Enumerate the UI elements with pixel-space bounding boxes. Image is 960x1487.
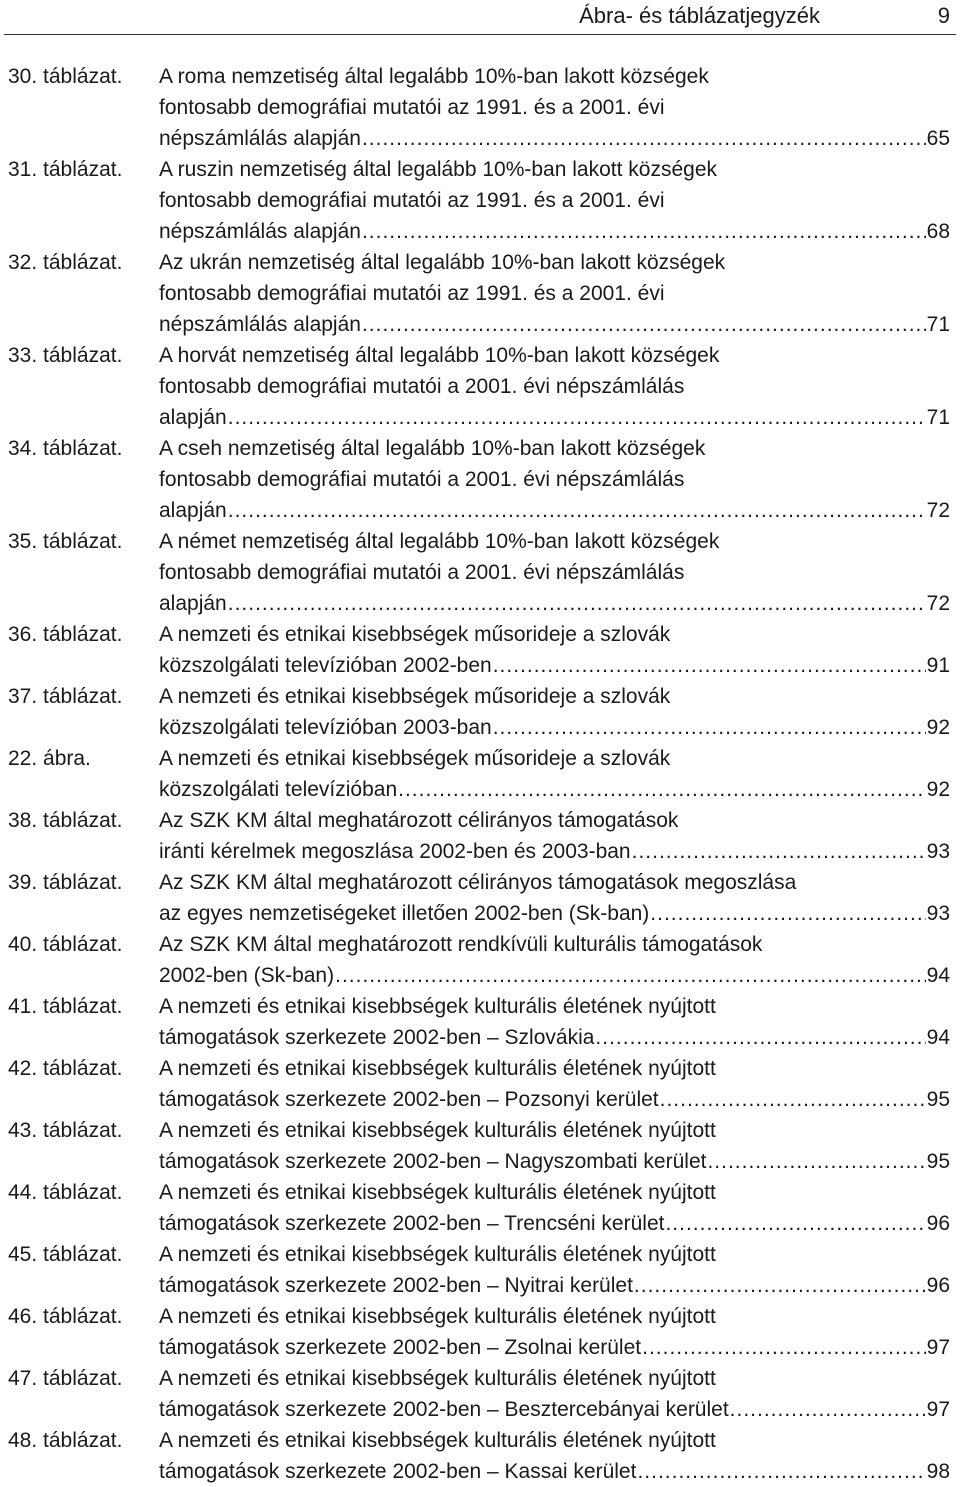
toc-entry[interactable] (0, 433, 960, 526)
entry-caption (159, 247, 950, 340)
entry-page-number[interactable]: 72 (926, 499, 950, 522)
caption-line: 2002-ben (Sk-ban) (159, 964, 335, 987)
caption-last-line (159, 309, 950, 340)
dot-leader (228, 402, 926, 433)
caption-last-line (159, 402, 950, 433)
toc-entry[interactable] (0, 805, 960, 867)
caption-line: A nemzeti és etnikai kisebbségek kulturális életének nyújtott (159, 995, 716, 1018)
caption-line: közszolgálati televízióban (159, 778, 398, 801)
caption-line: az egyes nemzetiségeket illetően 2002-ben (Sk-ban) (159, 902, 650, 925)
entry-caption (159, 681, 950, 743)
dot-leader (637, 1456, 925, 1487)
entry-caption (159, 340, 950, 433)
toc-entry[interactable] (0, 340, 960, 433)
caption-line: alapján (159, 406, 227, 429)
entry-label: 31. táblázat. (8, 158, 123, 181)
entry-caption (159, 805, 950, 867)
dot-leader (362, 309, 926, 340)
entry-label: 34. táblázat. (8, 437, 123, 460)
entry-label: 32. táblázat. (8, 251, 123, 274)
caption-last-line (159, 898, 950, 929)
dot-leader (228, 495, 926, 526)
toc-entry[interactable] (0, 743, 960, 805)
dot-leader (730, 1394, 926, 1425)
entry-page-number[interactable]: 91 (926, 654, 950, 677)
entry-label: 35. táblázat. (8, 530, 123, 553)
entry-caption (159, 991, 950, 1053)
dot-leader (493, 712, 926, 743)
caption-line: népszámlálás alapján (159, 220, 361, 243)
entry-label: 30. táblázat. (8, 65, 123, 88)
entry-page-number[interactable]: 94 (926, 1026, 950, 1049)
entry-label: 40. táblázat. (8, 933, 123, 956)
entry-caption (159, 433, 950, 526)
caption-line: Az ukrán nemzetiség által legalább 10%-ban lakott községek (159, 251, 726, 274)
entry-page-number[interactable]: 68 (926, 220, 950, 243)
caption-line: Az SZK KM által meghatározott célirányos támogatások megoszlása (159, 871, 797, 894)
entry-label: 39. táblázat. (8, 871, 123, 894)
caption-last-line (159, 1208, 950, 1239)
caption-last-line (159, 588, 950, 619)
caption-line: A nemzeti és etnikai kisebbségek kulturális életének nyújtott (159, 1367, 716, 1390)
entry-caption (159, 1239, 950, 1301)
toc-entry[interactable] (0, 247, 960, 340)
dot-leader (707, 1146, 925, 1177)
entry-label: 33. táblázat. (8, 344, 123, 367)
toc-entry[interactable] (0, 526, 960, 619)
running-title: Ábra- és táblázatjegyzék (579, 3, 820, 28)
caption-line: közszolgálati televízióban 2002-ben (159, 654, 492, 677)
entry-page-number[interactable]: 65 (926, 127, 950, 150)
entry-label: 46. táblázat. (8, 1305, 123, 1328)
caption-line: A nemzeti és etnikai kisebbségek műsorideje a szlovák (159, 747, 671, 770)
toc-entry[interactable] (0, 154, 960, 247)
toc-entry[interactable] (0, 1239, 960, 1301)
toc-entry[interactable] (0, 1115, 960, 1177)
entry-page-number[interactable]: 95 (926, 1088, 950, 1111)
entry-label: 48. táblázat. (8, 1429, 123, 1452)
entry-caption (159, 867, 950, 929)
caption-line: iránti kérelmek megoszlása 2002-ben és 2003-ban (159, 840, 631, 863)
dot-leader (650, 898, 925, 929)
caption-line: A cseh nemzetiség által legalább 10%-ban lakott községek (159, 437, 706, 460)
dot-leader (493, 650, 926, 681)
dot-leader (362, 216, 926, 247)
caption-line: támogatások szerkezete 2002-ben – Kassai kerület (159, 1460, 637, 1483)
toc-entry[interactable] (0, 681, 960, 743)
caption-line: A nemzeti és etnikai kisebbségek műsorideje a szlovák (159, 685, 671, 708)
caption-line: A nemzeti és etnikai kisebbségek kulturális életének nyújtott (159, 1119, 716, 1142)
caption-line: A horvát nemzetiség által legalább 10%-ban lakott községek (159, 344, 720, 367)
entry-caption (159, 526, 950, 619)
caption-line: népszámlálás alapján (159, 313, 361, 336)
caption-line: közszolgálati televízióban 2003-ban (159, 716, 492, 739)
caption-line: támogatások szerkezete 2002-ben – Nagyszombati kerület (159, 1150, 707, 1173)
dot-leader (362, 123, 926, 154)
entry-caption (159, 619, 950, 681)
caption-line: fontosabb demográfiai mutatói az 1991. és a 2001. évi (159, 96, 665, 119)
entry-label: 45. táblázat. (8, 1243, 123, 1266)
toc-entry[interactable] (0, 929, 960, 991)
entry-page-number[interactable]: 95 (926, 1150, 950, 1173)
caption-last-line (159, 712, 950, 743)
entry-page-number[interactable]: 96 (926, 1274, 950, 1297)
dot-leader (665, 1208, 925, 1239)
dot-leader (642, 1332, 926, 1363)
entry-label: 37. táblázat. (8, 685, 123, 708)
entry-label: 36. táblázat. (8, 623, 123, 646)
entry-label: 38. táblázat. (8, 809, 123, 832)
caption-line: támogatások szerkezete 2002-ben – Zsolnai kerület (159, 1336, 642, 1359)
caption-line: fontosabb demográfiai mutatói a 2001. évi népszámlálás (159, 561, 685, 584)
entry-caption (159, 154, 950, 247)
caption-line: A ruszin nemzetiség által legalább 10%-ban lakott községek (159, 158, 717, 181)
caption-line: alapján (159, 592, 227, 615)
dot-leader (335, 960, 926, 991)
caption-line: támogatások szerkezete 2002-ben – Nyitrai kerület (159, 1274, 633, 1297)
dot-leader (228, 588, 926, 619)
entry-caption (159, 929, 950, 991)
caption-last-line (159, 836, 950, 867)
toc-entry[interactable] (0, 867, 960, 929)
caption-last-line (159, 650, 950, 681)
caption-last-line (159, 960, 950, 991)
caption-last-line (159, 216, 950, 247)
caption-line: népszámlálás alapján (159, 127, 361, 150)
toc-entry[interactable] (0, 61, 960, 154)
caption-line: támogatások szerkezete 2002-ben – Pozsonyi kerület (159, 1088, 659, 1111)
entry-label: 44. táblázat. (8, 1181, 123, 1204)
caption-line: A nemzeti és etnikai kisebbségek műsorideje a szlovák (159, 623, 671, 646)
header-rule (4, 34, 956, 35)
caption-last-line (159, 495, 950, 526)
entry-page-number[interactable]: 96 (926, 1212, 950, 1235)
caption-last-line (159, 1146, 950, 1177)
caption-line: fontosabb demográfiai mutatói a 2001. évi népszámlálás (159, 375, 685, 398)
caption-line: támogatások szerkezete 2002-ben – Szlovákia (159, 1026, 595, 1049)
toc-entry[interactable] (0, 619, 960, 681)
entry-caption (159, 1363, 950, 1425)
toc-entry[interactable] (0, 1301, 960, 1363)
caption-line: Az SZK KM által meghatározott célirányos támogatások (159, 809, 679, 832)
caption-line: Az SZK KM által meghatározott rendkívüli kulturális támogatások (159, 933, 763, 956)
entry-label: 47. táblázat. (8, 1367, 123, 1390)
caption-line: fontosabb demográfiai mutatói az 1991. és a 2001. évi (159, 282, 665, 305)
caption-last-line (159, 774, 950, 805)
entry-page-number[interactable]: 94 (926, 964, 950, 987)
caption-line: A nemzeti és etnikai kisebbségek kulturális életének nyújtott (159, 1057, 716, 1080)
dot-leader (634, 1270, 926, 1301)
entry-page-number[interactable]: 92 (926, 778, 950, 801)
entry-page-number[interactable]: 93 (926, 840, 950, 863)
entry-page-number[interactable]: 72 (926, 592, 950, 615)
caption-last-line (159, 1456, 950, 1487)
caption-line: alapján (159, 499, 227, 522)
entry-label: 41. táblázat. (8, 995, 123, 1018)
caption-line: A német nemzetiség által legalább 10%-ban lakott községek (159, 530, 720, 553)
entry-caption (159, 1425, 950, 1487)
caption-last-line (159, 1270, 950, 1301)
caption-line: A nemzeti és etnikai kisebbségek kulturális életének nyújtott (159, 1429, 716, 1452)
entry-caption (159, 1301, 950, 1363)
dot-leader (398, 774, 926, 805)
caption-last-line (159, 1332, 950, 1363)
entry-page-number[interactable]: 97 (926, 1398, 950, 1421)
caption-last-line (159, 1022, 950, 1053)
dot-leader (595, 1022, 925, 1053)
caption-last-line (159, 1084, 950, 1115)
toc-entry[interactable] (0, 991, 960, 1053)
entry-page-number[interactable]: 92 (926, 716, 950, 739)
entry-caption (159, 1177, 950, 1239)
entry-label: 22. ábra. (8, 747, 91, 770)
caption-line: A nemzeti és etnikai kisebbségek kulturális életének nyújtott (159, 1243, 716, 1266)
caption-line: A nemzeti és etnikai kisebbségek kulturális életének nyújtott (159, 1305, 716, 1328)
dot-leader (632, 836, 926, 867)
caption-line: támogatások szerkezete 2002-ben – Besztercebányai kerület (159, 1398, 729, 1421)
entry-caption (159, 743, 950, 805)
entry-caption (159, 1115, 950, 1177)
toc-entry[interactable] (0, 1363, 960, 1425)
table-of-figures-list (0, 61, 960, 1487)
page-header (0, 0, 960, 36)
toc-entry[interactable] (0, 1177, 960, 1239)
entry-page-number[interactable]: 71 (926, 406, 950, 429)
caption-line: támogatások szerkezete 2002-ben – Trencséni kerület (159, 1212, 665, 1235)
caption-last-line (159, 123, 950, 154)
entry-page-number[interactable]: 98 (926, 1460, 950, 1483)
entry-caption (159, 61, 950, 154)
toc-entry[interactable] (0, 1053, 960, 1115)
toc-entry[interactable] (0, 1425, 960, 1487)
caption-last-line (159, 1394, 950, 1425)
dot-leader (660, 1084, 926, 1115)
caption-line: fontosabb demográfiai mutatói az 1991. és a 2001. évi (159, 189, 665, 212)
entry-label: 42. táblázat. (8, 1057, 123, 1080)
entry-caption (159, 1053, 950, 1115)
entry-page-number[interactable]: 71 (926, 313, 950, 336)
caption-line: A roma nemzetiség által legalább 10%-ban lakott községek (159, 65, 709, 88)
entry-page-number[interactable]: 97 (926, 1336, 950, 1359)
page-number: 9 (937, 3, 950, 28)
caption-line: fontosabb demográfiai mutatói a 2001. évi népszámlálás (159, 468, 685, 491)
caption-line: A nemzeti és etnikai kisebbségek kulturális életének nyújtott (159, 1181, 716, 1204)
entry-page-number[interactable]: 93 (926, 902, 950, 925)
entry-label: 43. táblázat. (8, 1119, 123, 1142)
